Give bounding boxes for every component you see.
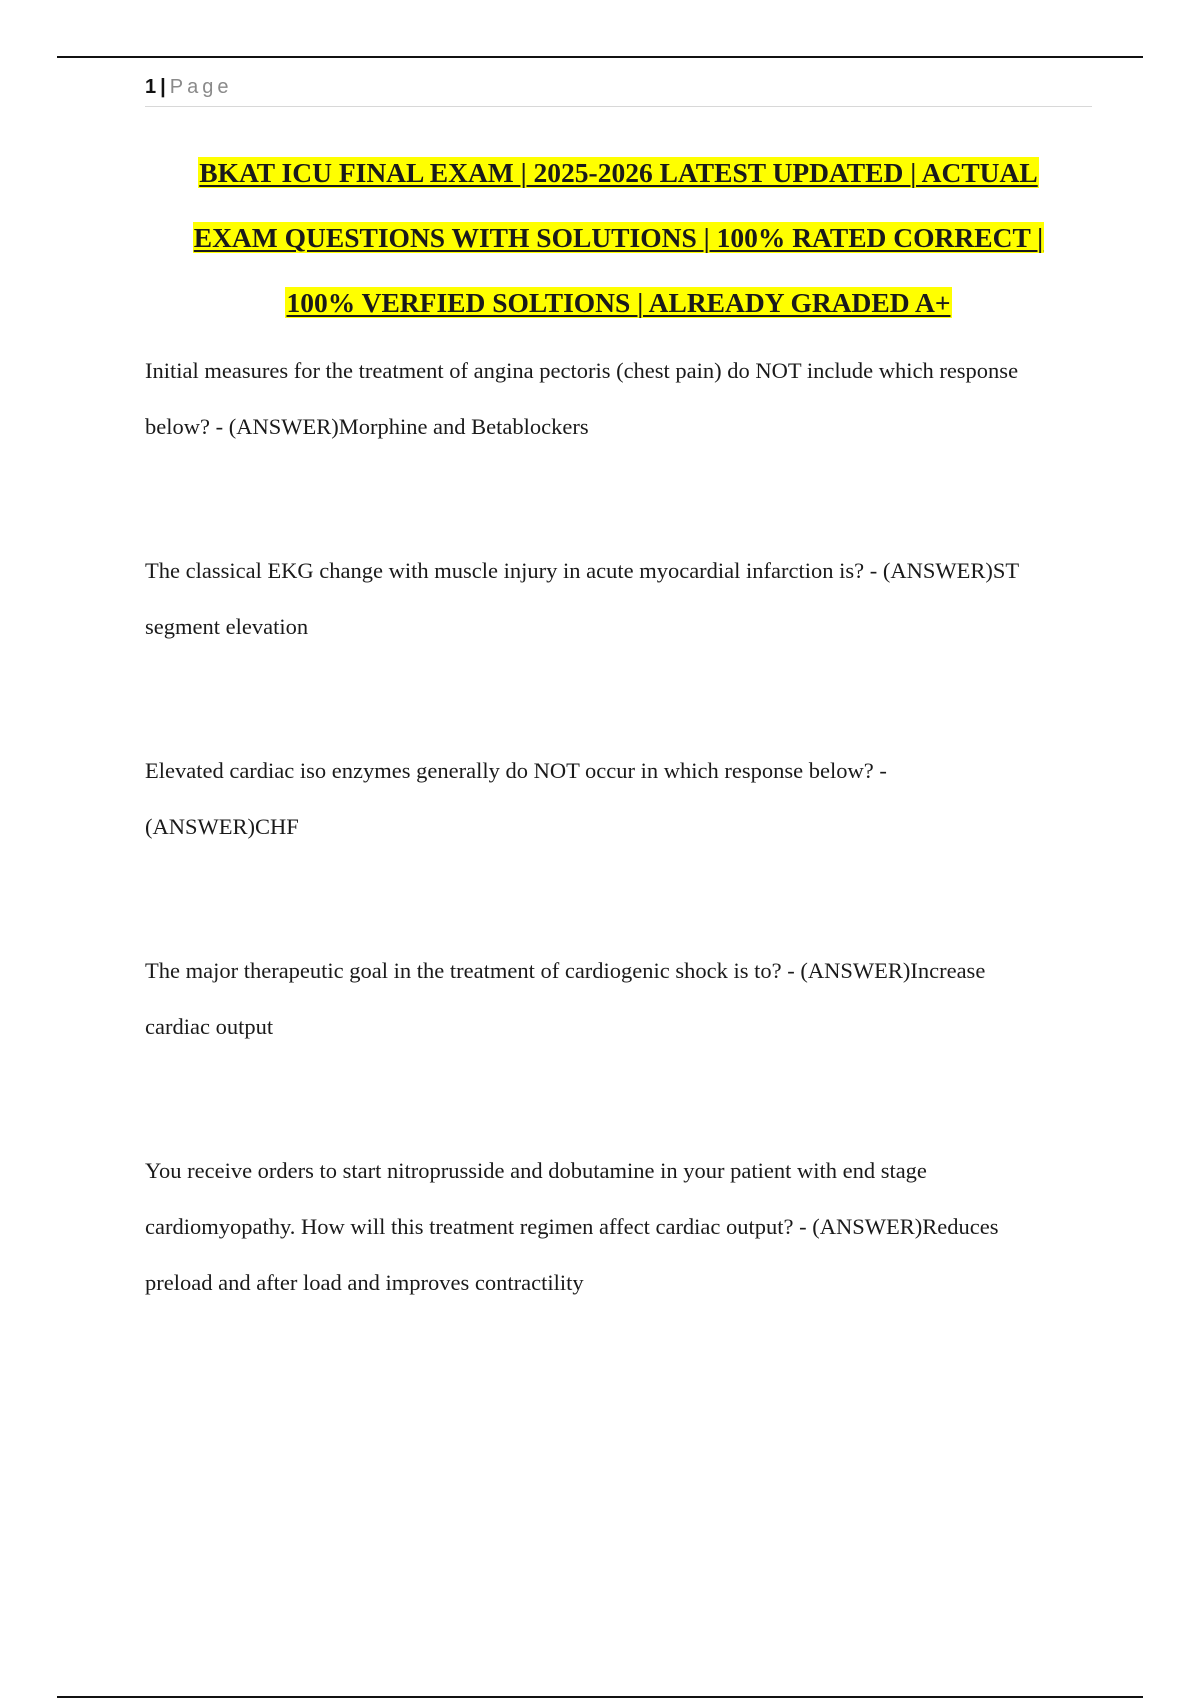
question-item (145, 343, 1100, 455)
question-list (145, 343, 1100, 1399)
title-line-1 (145, 140, 1092, 205)
question-item (145, 543, 1100, 655)
question-line: below? - (ANSWER)Morphine and Betablockers (145, 414, 589, 439)
title-line-3-text: 100% VERFIED SOLTIONS | ALREADY GRADED A+ (286, 287, 951, 318)
question-line: cardiomyopathy. How will this treatment regimen affect cardiac output? - (ANSWER)Reduces (145, 1214, 999, 1239)
question-line: The classical EKG change with muscle injury in acute myocardial infarction is? - (ANSWER)ST (145, 558, 1020, 583)
question-line: Initial measures for the treatment of angina pectoris (chest pain) do NOT include which response (145, 358, 1019, 383)
question-item (145, 1143, 1100, 1311)
question-item (145, 943, 1100, 1055)
question-line: Elevated cardiac iso enzymes generally do NOT occur in which response below? - (145, 758, 887, 783)
title-line-1-text: BKAT ICU FINAL EXAM | 2025-2026 LATEST UPDATED | ACTUAL (199, 157, 1038, 188)
page-number: 1 (145, 76, 157, 98)
question-line: The major therapeutic goal in the treatment of cardiogenic shock is to? - (ANSWER)Increase (145, 958, 986, 983)
question-line: cardiac output (145, 1014, 274, 1039)
title-line-2 (145, 205, 1092, 270)
question-line: segment elevation (145, 614, 309, 639)
question-item (145, 743, 1100, 855)
title-line-3 (145, 270, 1092, 335)
page-header (145, 74, 1092, 107)
page-separator: | (160, 76, 166, 98)
question-line: You receive orders to start nitroprusside and dobutamine in your patient with end stage (145, 1158, 927, 1183)
question-line: preload and after load and improves contractility (145, 1270, 584, 1295)
bottom-rule (57, 1696, 1143, 1698)
top-rule (57, 56, 1143, 58)
page-label: Page (169, 76, 233, 98)
title-line-2-text: EXAM QUESTIONS WITH SOLUTIONS | 100% RATED CORRECT | (193, 222, 1044, 253)
question-line: (ANSWER)CHF (145, 814, 299, 839)
document-title (145, 140, 1092, 335)
